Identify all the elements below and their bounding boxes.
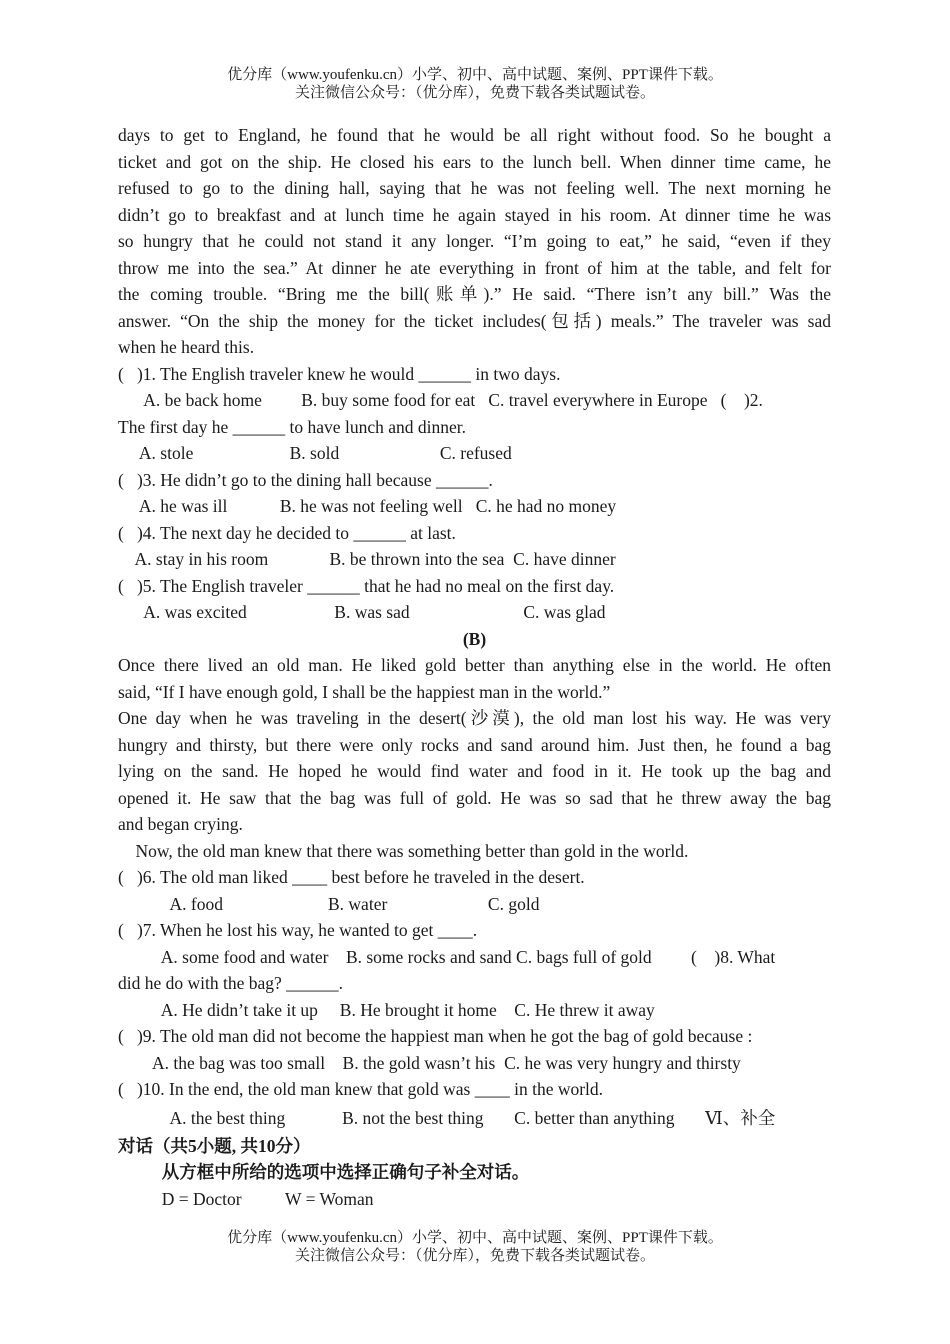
passage-b-line: Once there lived an old man. He liked gold better than anything else in the world. He often: [118, 655, 831, 675]
passage-b-line: lying on the sand. He hoped he would find water and food in it. He took up the bag and: [118, 761, 831, 781]
page-footer: [0, 1229, 950, 1265]
passage-b-line: Now, the old man knew that there was something better than gold in the world.: [118, 840, 689, 861]
footer-line-2: 关注微信公众号：（优分库），免费下载各类试题试卷。: [294, 1248, 655, 1264]
question-line: ( )7. When he lost his way, he wanted to get ____.: [118, 920, 478, 940]
section-b-title: (B): [462, 628, 487, 649]
passage-a-line: the coming trouble. “Bring me the bill(账单).” He said. “There isn’t any bill.” Was the: [118, 284, 831, 304]
question-line: ( )3. He didn’t go to the dining hall because ______.: [118, 469, 493, 490]
options-line: A. be back home B. buy some food for eat C. travel everywhere in Europe ( )2.: [118, 390, 763, 410]
question-line: did he do with the bag? ______.: [118, 973, 344, 993]
options-line: A. food B. water C. gold: [118, 893, 540, 914]
options-line: A. some food and water B. some rocks and sand C. bags full of gold ( )8. What: [118, 946, 776, 967]
passage-a-line: throw me into the sea.” At dinner he ate everything in front of him at the table, and felt for: [118, 257, 831, 278]
dialogue-roles: D = Doctor W = Woman: [118, 1188, 374, 1209]
questions-b: [118, 864, 831, 1212]
document-body: [118, 122, 831, 1212]
passage-b-line: One day when he was traveling in the desert(沙漠), the old man lost his way. He was very: [118, 708, 831, 728]
questions-a: [118, 361, 831, 626]
last-options-text: A. the best thing B. not the best thing C. better than anything Ⅵ、补全: [118, 1107, 776, 1128]
passage-a-line: so hungry that he could not stand it any longer. “I’m going to eat,” he said, “even if they: [118, 231, 831, 251]
options-line: A. the bag was too small B. the gold wasn’t his C. he was very hungry and thirsty: [118, 1052, 741, 1073]
options-line: A. He didn’t take it up B. He brought it home C. He threw it away: [118, 999, 655, 1020]
passage-a-line: ticket and got on the ship. He closed his ears to the lunch bell. When dinner time came, he: [118, 151, 831, 172]
passage-a-line: when he heard this.: [118, 337, 255, 357]
question-line: ( )9. The old man did not become the happiest man when he got the bag of gold because :: [118, 1026, 753, 1046]
page-header: [0, 66, 950, 102]
passage-a-line: didn’t go to breakfast and at lunch time he again stayed in his room. At dinner time he was: [118, 204, 831, 225]
question-line: ( )10. In the end, the old man knew that gold was ____ in the world.: [118, 1079, 604, 1099]
passage-b-line: and began crying.: [118, 814, 243, 834]
question-line: ( )4. The next day he decided to ______ at last.: [118, 522, 456, 543]
passage-b-line: said, “If I have enough gold, I shall be the happiest man in the world.”: [118, 681, 611, 702]
options-line: A. stole B. sold C. refused: [118, 443, 512, 463]
question-line: The first day he ______ to have lunch and dinner.: [118, 416, 466, 437]
question-line: ( )6. The old man liked ____ best before he traveled in the desert.: [118, 867, 585, 887]
passage-b: [118, 652, 831, 864]
passage-a: [118, 122, 831, 361]
section-vi-heading: 对话（共5小题, 共10分）: [118, 1135, 311, 1156]
footer-line-1: 优分库（www.youfenku.cn）小学、初中、高中试题、案例、PPT课件下载。: [227, 1230, 723, 1246]
options-line: A. stay in his room B. be thrown into the sea C. have dinner: [118, 549, 616, 569]
question-line: ( )5. The English traveler ______ that he had no meal on the first day.: [118, 575, 615, 596]
header-line-2: 关注微信公众号：（优分库），免费下载各类试题试卷。: [294, 85, 655, 101]
passage-a-line: days to get to England, he found that he would be all right without food. So he bought a: [118, 125, 831, 145]
options-line: A. was excited B. was sad C. was glad: [118, 602, 606, 622]
passage-a-line: answer. “On the ship the money for the ticket includes(包括) meals.” The traveler was sad: [118, 310, 831, 331]
section-vi-instruction: 从方框中所给的选项中选择正确句子补全对话。: [118, 1162, 530, 1182]
question-line: ( )1. The English traveler knew he would ______ in two days.: [118, 363, 561, 384]
passage-b-line: hungry and thirsty, but there were only rocks and sand around him. Just then, he found a bag: [118, 734, 831, 755]
passage-a-line: refused to go to the dining hall, saying that he was not feeling well. The next morning he: [118, 178, 831, 198]
header-line-1: 优分库（www.youfenku.cn）小学、初中、高中试题、案例、PPT课件下载。: [227, 67, 723, 83]
passage-b-line: opened it. He saw that the bag was full of gold. He was so sad that he threw away the bag: [118, 787, 831, 808]
options-line-with-section-vi: [118, 1103, 831, 1133]
options-line: A. he was ill B. he was not feeling well C. he had no money: [118, 496, 617, 516]
